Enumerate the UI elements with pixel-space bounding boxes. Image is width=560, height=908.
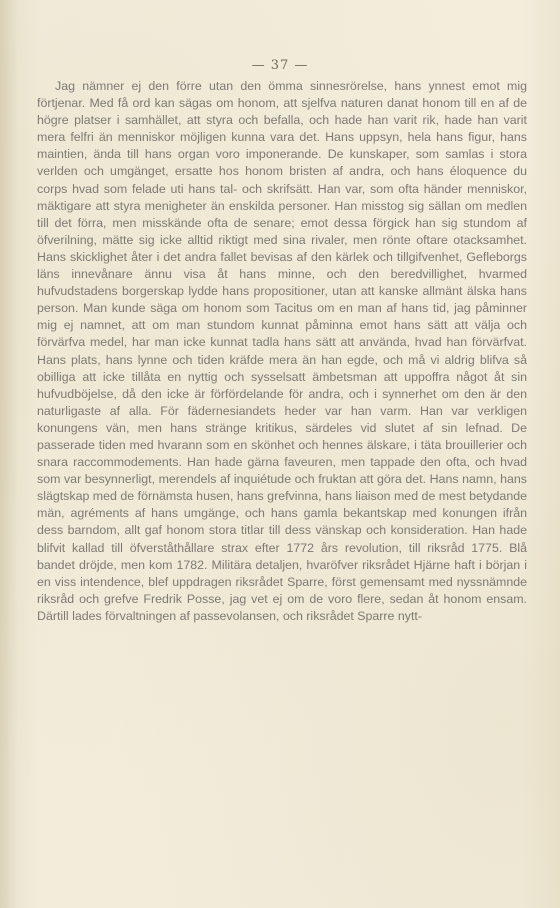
- body-paragraph: Jag nämner ej den förre utan den ömma sinnesrörelse, hans ynnest emot mig förtjenar. Med få ord kan sägas om honom, att sjelfva naturen danat honom till en af de högre platser i samhället, att styra och befalla, och hade han varit rik, hade han varit mera felfri än menniskor möjligen kunna vara det. Hans uppsyn, hela hans figur, hans maintien, ända till hans organ voro imponerande. De kunskaper, som samlas i stora verlden och umgänget, ersatte hos honom bristen af andra, och hans éloquence du corps hvad som felade uti hans tal- och skrifsätt. Han var, som ofta händer menniskor, mäktigare att styra menigheter än enskilda personer. Han misstog sig sällan om medlen till det förra, men misskände ofta de senare; emot dessa förgick han sig stundom af öfverilning, mätte sig icke alltid riktigt med sina rivaler, men rönte oftare otacksamhet. Hans skicklighet åter i det andra fallet bevisas af den kärlek och tillgifvenhet, Gefleborgs läns innevånare ännu visa åt hans minne, och den beredvillighet, hvarmed hufvudstadens borgerskap lydde hans propositioner, utan att kanske allmänt älska hans person. Man kunde säga om honom som Tacitus om en man af hans tid, jag påminner mig ej namnet, att om man stundom kunnat påminna emot hans sätt att välja och förvärfva medel, har man icke kunnat tadla hans sätt att använda, hvad han förvärfvat. Hans plats, hans lynne och tiden kräfde mera än han egde, och må vi aldrig blifva så obilliga att icke tillåta en nyttig och sysselsatt ämbetsman att uppoffra något åt sin hufvudböjelse, då den icke är förfördelande för andra, och i synnerhet om den är den naturligaste af alla. För fädernesiandets heder var han varm. Han var verkligen konungens vän, men hans stränge kritikus, särdeles vid slutet af sin lefnad. De passerade tiden med hvarann som en skönhet och hennes älskare, i täta brouillerier och snara raccommodements. Han hade gärna faveuren, men tappade den ofta, och hvad som var besynnerligt, merendels af inquiétude och fruktan att göra det. Hans namn, hans slägtskap med de förnämsta husen, hans grefvinna, hans liaison med de mest betydande män, agréments af hans umgänge, och hans gamla bekantskap med konungen ifrån dess barndom, allt gaf honom stora titlar till dess vänskap och konsideration. Han hade blifvit kallad till öfverståthållare strax efter 1772 års revolution, till riksråd 1775. Blå bandet dröjde, men kom 1782. Militära detaljen, hvaröfver riksrådet Hjärne haft i början i en viss intendence, blef uppdragen riksrådet Sparre, först gemensamt med nyssnämnde riksråd och grefve Fredrik Posse, jag vet ej om de voro flere, sedan åt honom ensam. Därtill lades förvaltningen af passevolansen, och riksrådet Sparre nytt-: [37, 79, 527, 623]
- gutter-shadow: [0, 0, 18, 908]
- page-number: — 37 —: [251, 58, 309, 73]
